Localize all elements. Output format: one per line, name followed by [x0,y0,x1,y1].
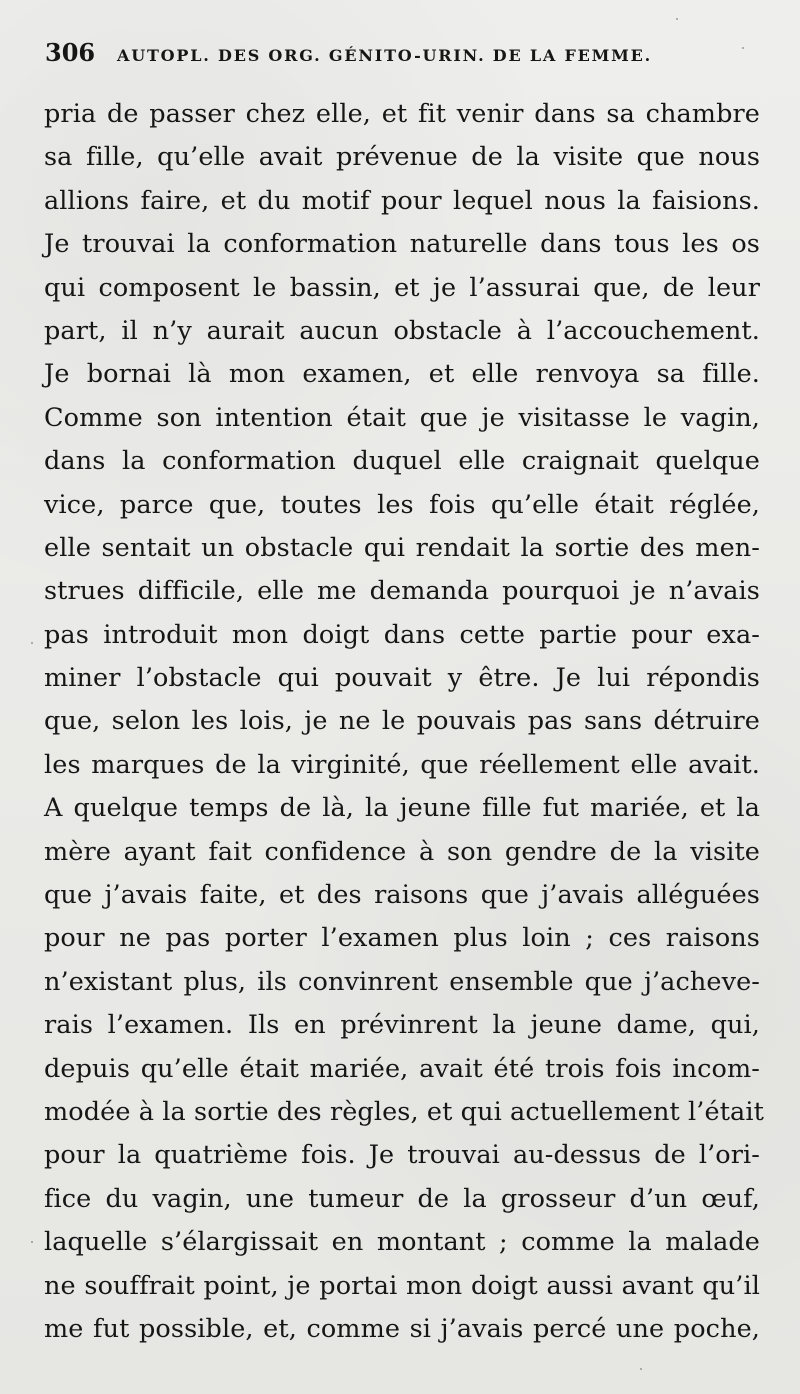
text-line: sa fille, qu’elle avait prévenue de la visite que nous [44,142,760,173]
text-line: que j’avais faite, et des raisons que j’avais alléguées [44,880,760,911]
text-line: vice, parce que, toutes les fois qu’elle était réglée, [44,489,760,520]
text-line: pour la quatrième fois. Je trouvai au-dessus de l’ori- [44,1140,760,1171]
text-line: qui composent le bassin, et je l’assurai que, de leur [44,272,760,303]
paper-speck [31,642,33,644]
text-line: laquelle s’élargissait en montant ; comme la malade [44,1227,760,1258]
text-line: Je bornai là mon examen, et elle renvoya sa fille. [44,359,760,390]
paper-speck [31,1241,33,1243]
text-line: part, il n’y aurait aucun obstacle à l’accouchement. [44,315,760,346]
text-line: A quelque temps de là, la jeune fille fut mariée, et la [44,793,760,824]
page-header [45,38,755,72]
text-line: elle sentait un obstacle qui rendait la sortie des men- [44,532,760,563]
text-line: pas introduit mon doigt dans cette partie pour exa- [44,619,760,650]
paper-speck [676,18,678,20]
text-line: allions faire, et du motif pour lequel nous la faisions. [44,185,760,216]
text-line: Comme son intention était que je visitasse le vagin, [44,402,760,433]
body-text [44,93,764,1351]
text-line: modée à la sortie des règles, et qui actuellement l’était [44,1096,764,1127]
text-line: pria de passer chez elle, et fit venir dans sa chambre [44,99,760,129]
text-line: les marques de la virginité, que réellement elle avait. [44,749,760,780]
text-line: que, selon les lois, je ne le pouvais pas sans détruire [44,706,760,737]
text-line: strues difficile, elle me demanda pourquoi je n’avais [44,576,760,607]
text-line: me fut possible, et, comme si j’avais percé une poche, [44,1313,760,1344]
text-line: fice du vagin, une tumeur de la grosseur d’un œuf, [44,1183,760,1214]
text-line: n’existant plus, ils convinrent ensemble que j’acheve- [44,966,760,997]
text-line: dans la conformation duquel elle craignait quelque [44,446,760,477]
text-line: Je trouvai la conformation naturelle dans tous les os [44,229,760,260]
paper-speck [742,47,744,49]
text-line: pour ne pas porter l’examen plus loin ; ces raisons [44,923,760,954]
page-number: 306 [45,38,96,67]
text-line: rais l’examen. Ils en prévinrent la jeune dame, qui, [44,1010,760,1041]
paper-speck [640,1368,642,1370]
text-line: mère ayant fait confidence à son gendre de la visite [44,836,760,867]
text-line: ne souffrait point, je portai mon doigt aussi avant qu’il [44,1270,760,1301]
running-head: AUTOPL. DES ORG. GÉNITO-URIN. DE LA FEMME. [117,46,653,65]
text-line: depuis qu’elle était mariée, avait été trois fois incom- [44,1053,760,1084]
text-line: miner l’obstacle qui pouvait y être. Je lui répondis [44,663,760,694]
